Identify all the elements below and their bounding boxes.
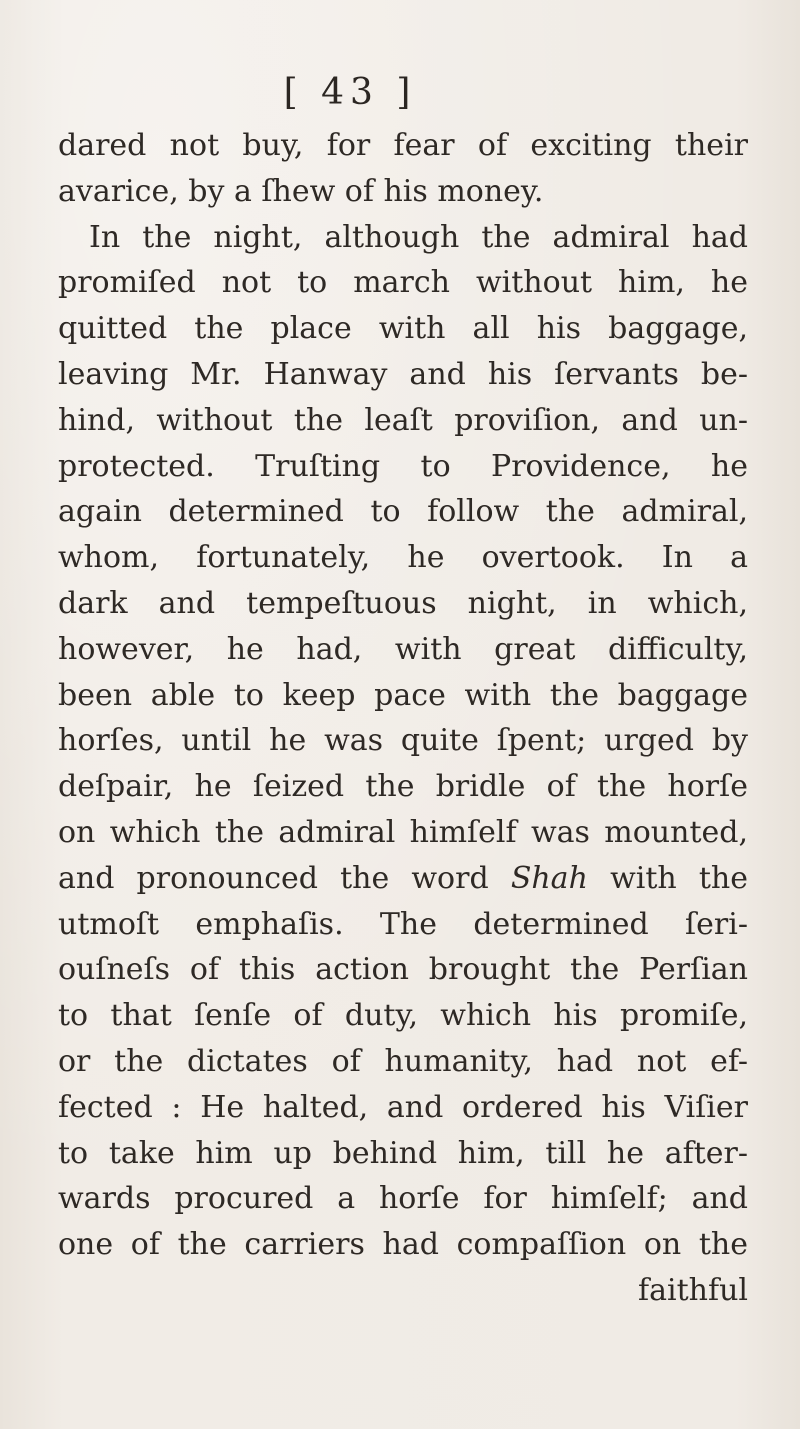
text-line: again determined to follow the admiral, [58, 494, 748, 530]
text-segment: with the [610, 860, 748, 896]
text-line [58, 169, 748, 215]
text-line: dared not buy, for fear of exciting their [58, 128, 748, 163]
text-line: whom, fortunately, he overtook. In a [58, 540, 748, 576]
text-line-with-italic [58, 856, 748, 902]
text-line: wards procured a horſe for himſelf; and [58, 1181, 748, 1217]
text-line: leaving Mr. Hanway and his ſervants be- [58, 356, 748, 392]
text-line: horſes, until he was quite ſpent; urged by [58, 723, 748, 759]
text-line: quitted the place with all his baggage, [58, 311, 748, 347]
text-line: to take him up behind him, till he after- [58, 1135, 748, 1171]
text-line: fected : He halted, and ordered his Viſier [58, 1089, 748, 1125]
text-line: to that ſenſe of duty, which his promiſe, [58, 998, 748, 1034]
text-line: dark and tempeſtuous night, in which, [58, 585, 748, 621]
text-line: deſpair, he ſeized the bridle of the horſe [58, 769, 748, 805]
text-line: In the night, although the admiral had [89, 219, 748, 255]
catchword: faithful [638, 1272, 748, 1308]
page-number: [ 43 ] [283, 72, 417, 113]
text-line: utmoſt emphaſis. The determined ſeri- [58, 906, 748, 942]
text-line: protected. Truſting to Providence, he [58, 448, 748, 484]
text-line: ouſneſs of this action brought the Perſian [58, 952, 748, 988]
text-line-content: avarice, by a ſhew of his money. [58, 173, 544, 209]
text-line: on which the admiral himſelf was mounted, [58, 814, 748, 850]
body-text [58, 123, 748, 1314]
text-line: hind, without the leaſt proviſion, and un- [58, 402, 748, 438]
text-line: however, he had, with great difficulty, [58, 631, 748, 667]
text-segment: and pronounced the word [58, 860, 489, 896]
italic-word: Shah [510, 860, 588, 896]
text-line: promiſed not to march without him, he [58, 265, 748, 301]
text-line: been able to keep pace with the baggage [58, 677, 748, 713]
text-line: one of the carriers had compaſſion on the [58, 1227, 748, 1263]
text-line: or the dictates of humanity, had not ef- [58, 1043, 748, 1079]
